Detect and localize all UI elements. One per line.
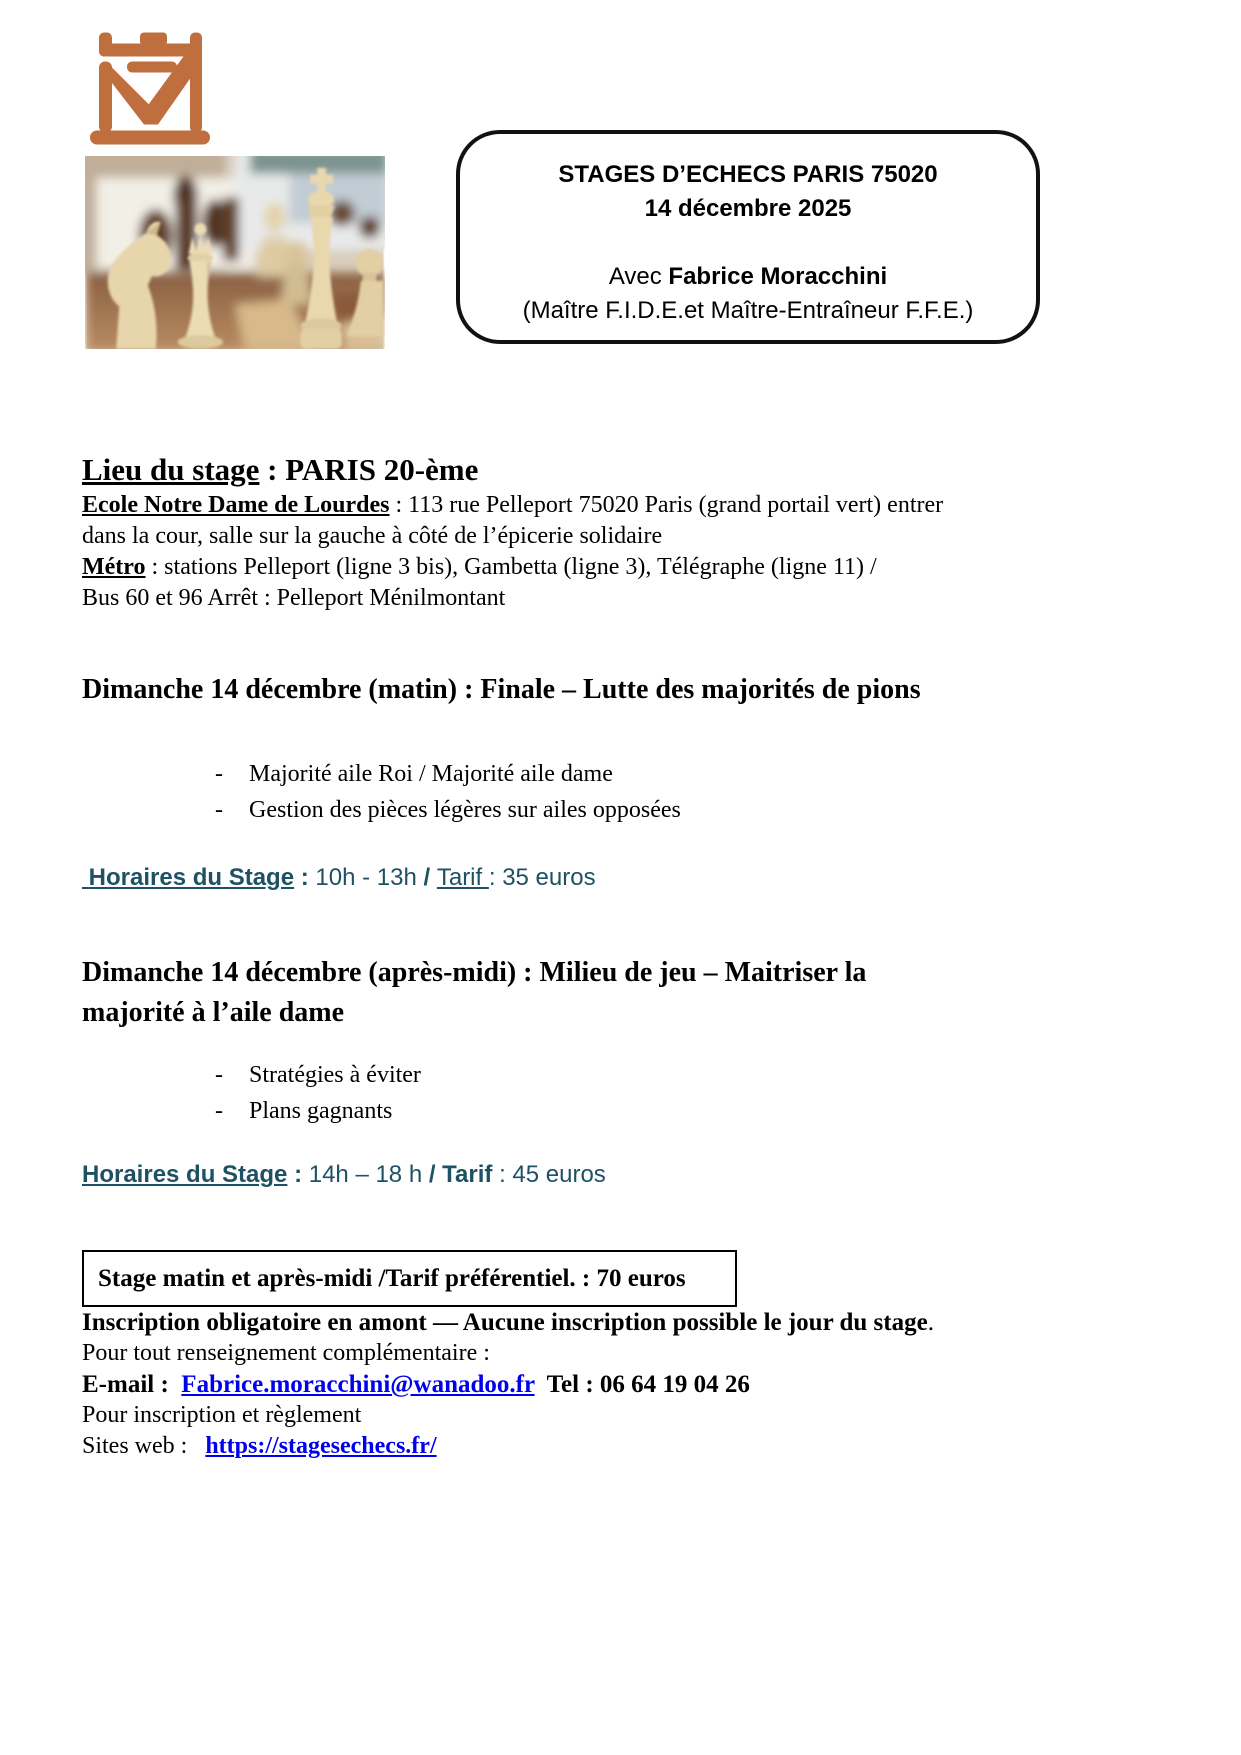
session2-heading (82, 953, 1172, 1033)
horaires2-label: Horaires du Stage (82, 1161, 288, 1188)
session1-heading: Dimanche 14 décembre (matin) : Finale – Lutte des majorités de pions (82, 674, 921, 705)
metro-line2: Bus 60 et 96 Arrêt : Pelleport Ménilmontant (82, 585, 506, 611)
combined-rate-box: Stage matin et après-midi /Tarif préférentiel. : 70 euros (82, 1250, 737, 1307)
session2-heading-line1: Dimanche 14 décembre (après-midi) : Milieu de jeu – Maitriser la (82, 957, 867, 988)
session1-schedule-line (82, 862, 1172, 893)
website-label: Sites web : (82, 1433, 206, 1459)
bullet-text: Stratégies à éviter (249, 1062, 421, 1088)
metro-rest: : stations Pelleport (ligne 3 bis), Gambetta (ligne 3), Télégraphe (ligne 11) / (145, 554, 877, 580)
ecole-rest: : 113 rue Pelleport 75020 Paris (grand portail vert) entrer (389, 492, 944, 518)
session2-bullet-list (215, 1057, 1172, 1129)
horaires1-colon: : (294, 864, 316, 891)
registration-notice-bold: Inscription obligatoire en amont — Aucune inscription possible le jour du stage (82, 1309, 928, 1336)
flyer-body (82, 450, 1172, 1462)
lieu-heading-rest: : PARIS 20-ème (259, 452, 479, 487)
email-link[interactable]: Fabrice.moracchini@wanadoo.fr (181, 1371, 535, 1398)
payment-line: Pour inscription et règlement (82, 1402, 362, 1428)
badge-date: 14 décembre 2025 (644, 195, 852, 222)
horaires1-label: Horaires du Stage (82, 864, 295, 891)
ecole-paragraph (82, 490, 1172, 552)
bullet-dash: - (215, 797, 223, 823)
horaires2-colon: : (287, 1161, 309, 1188)
phone-number: Tel : 06 64 19 04 26 (534, 1371, 750, 1398)
list-item (215, 1093, 1172, 1129)
horaires2-time: 14h – 18 h (308, 1161, 429, 1188)
bullet-dash: - (215, 1062, 223, 1088)
bullet-dash: - (215, 1098, 223, 1124)
registration-notice-tail: . (927, 1309, 934, 1336)
horaires1-price: : 35 euros (488, 864, 596, 891)
list-item (215, 756, 1172, 792)
bullet-text: Majorité aile Roi / Majorité aile dame (249, 761, 613, 787)
badge-spacer (460, 226, 1036, 260)
email-label: E-mail : (82, 1371, 182, 1398)
lieu-heading-label: Lieu du stage (82, 452, 260, 487)
list-item (215, 792, 1172, 828)
bullet-text: Gestion des pièces légères sur ailes opposées (249, 797, 681, 823)
badge-title: STAGES D’ECHECS PARIS 75020 (558, 161, 938, 188)
metro-paragraph (82, 552, 1172, 614)
crowned-m-logo-icon (78, 20, 213, 148)
badge-with-line (460, 260, 1036, 294)
horaires2-slash-tarif: / Tarif (428, 1161, 493, 1188)
website-link[interactable]: https://stagesechecs.fr/ (205, 1433, 437, 1459)
horaires1-time: 10h - 13h (315, 864, 424, 891)
session1-bullet-list (215, 756, 1172, 828)
ecole-label: Ecole Notre Dame de Lourdes (82, 492, 390, 518)
metro-label: Métro (82, 554, 146, 580)
horaires1-tarif-label: Tarif (436, 864, 489, 891)
badge-instructor-name: Fabrice Moracchini (668, 263, 888, 290)
bullet-text: Plans gagnants (249, 1098, 393, 1124)
session2-schedule-line (82, 1159, 1172, 1190)
chess-photo (85, 156, 385, 349)
bullet-dash: - (215, 761, 223, 787)
badge-credentials: (Maître F.I.D.E.et Maître-Entraîneur F.F.E.) (522, 297, 974, 324)
horaires2-price: : 45 euros (492, 1161, 606, 1188)
list-item (215, 1057, 1172, 1093)
lieu-heading (82, 450, 1172, 490)
badge-with-prefix: Avec (608, 263, 669, 290)
website-line (82, 1431, 1172, 1462)
contact-line (82, 1369, 1172, 1400)
session2-heading-line2: majorité à l’aile dame (82, 997, 345, 1028)
registration-notice (82, 1307, 1172, 1338)
stage-info-box (456, 130, 1040, 344)
info-line: Pour tout renseignement complémentaire : (82, 1340, 490, 1366)
ecole-line2: dans la cour, salle sur la gauche à côté de l’épicerie solidaire (82, 523, 663, 549)
horaires1-slash: / (423, 864, 437, 891)
